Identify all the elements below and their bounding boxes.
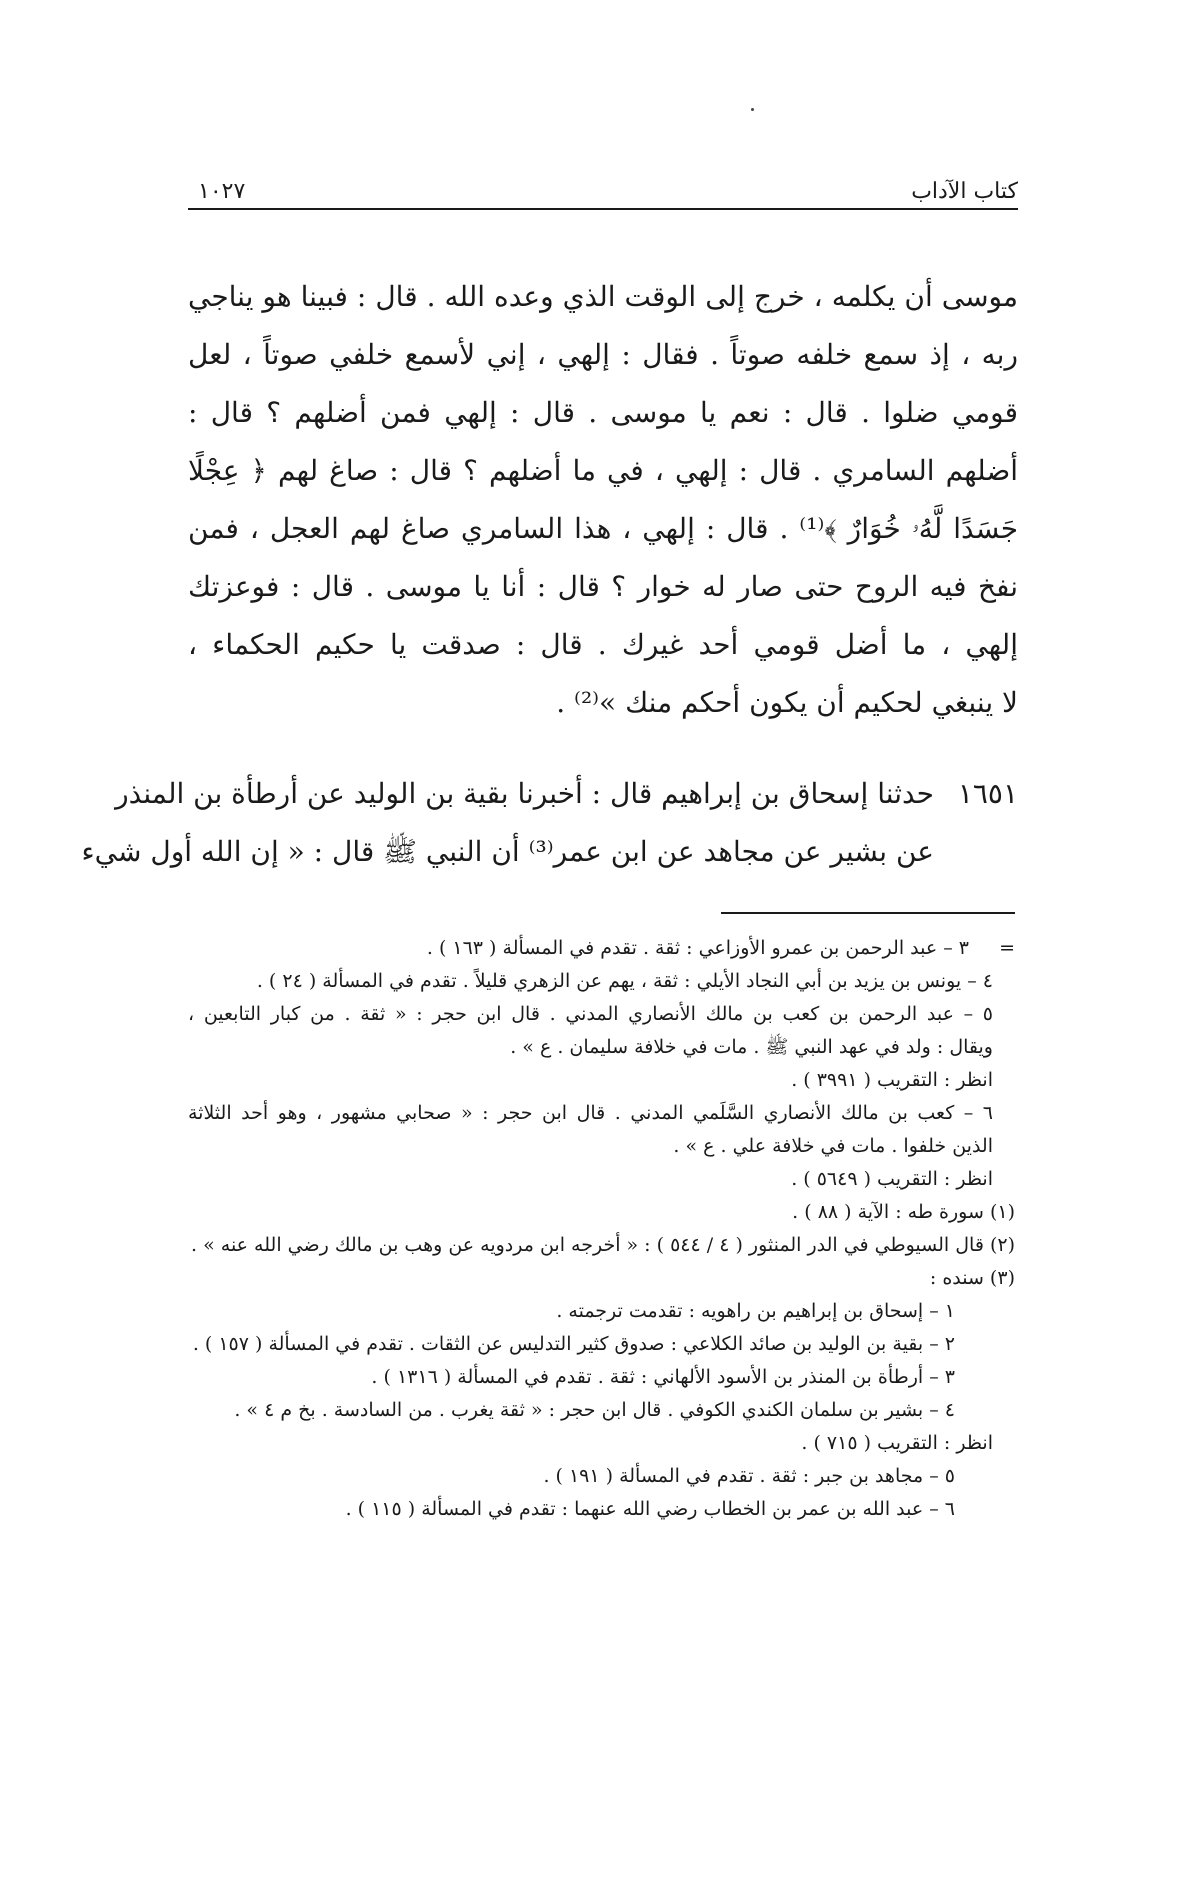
footnote-line: ٥ – مجاهد بن جبر : ثقة . تقدم في المسألة ( ١٩١ ) . bbox=[543, 1465, 955, 1487]
page-number: ١٠٢٧ bbox=[198, 179, 246, 204]
footnote-line: ٦ – كعب بن مالك الأنصاري السَّلَمي المدني . قال ابن حجر : « صحابي مشهور ، وهو أحد الثلاثة bbox=[188, 1102, 993, 1124]
footnote-line bbox=[188, 932, 1015, 965]
footnote-line: انظر : التقريب ( ٥٦٤٩ ) . bbox=[791, 1168, 993, 1190]
footnote-text: ٣ – عبد الرحمن بن عمرو الأوزاعي : ثقة . تقدم في المسألة ( ١٦٣ ) . bbox=[426, 937, 969, 959]
footnote-divider bbox=[721, 912, 1015, 914]
footnote-line: ١ – إسحاق بن إبراهيم بن راهويه : تقدمت ترجمته . bbox=[556, 1300, 955, 1322]
footnote-line: ٢ – بقية بن الوليد بن صائد الكلاعي : صدوق كثير التدليس عن الثقات . تقدم في المسألة ( ١٥٧ ) . bbox=[192, 1333, 955, 1355]
footnote-line: الذين خلفوا . مات في خلافة علي . ع » . bbox=[673, 1135, 993, 1157]
text-line: نفخ فيه الروح حتى صار له خوار ؟ قال : أنا يا موسى . قال : فوعزتك bbox=[188, 570, 1018, 603]
footnote-line: (٢) قال السيوطي في الدر المنثور ( ٤ / ٥٤٤ ) : « أخرجه ابن مردويه عن وهب بن مالك رضي الله عنه » . bbox=[191, 1234, 1015, 1256]
footnote-line: انظر : التقريب ( ٧١٥ ) . bbox=[801, 1432, 993, 1454]
footnote-line: انظر : التقريب ( ٣٩٩١ ) . bbox=[791, 1069, 993, 1091]
footnote-line: ويقال : ولد في عهد النبي ﷺ . مات في خلافة سليمان . ع » . bbox=[510, 1036, 993, 1058]
text-line: موسى أن يكلمه ، خرج إلى الوقت الذي وعده الله . قال : فبينا هو يناجي bbox=[188, 280, 1019, 313]
continuation-mark: = bbox=[999, 937, 1015, 959]
scan-speck bbox=[751, 108, 754, 111]
page-header bbox=[188, 178, 1018, 210]
text-line: أضلهم السامري . قال : إلهي ، في ما أضلهم ؟ قال : صاغ لهم ﴿ عِجْلًا bbox=[188, 454, 1018, 487]
footnote-line: ٤ – بشير بن سلمان الكندي الكوفي . قال ابن حجر : « ثقة يغرب . من السادسة . بخ م ٤ » . bbox=[234, 1399, 955, 1421]
text-line: لا ينبغي لحكيم أن يكون أحكم منك »⁽²⁾ . bbox=[556, 686, 1018, 719]
text-line: قومي ضلوا . قال : نعم يا موسى . قال : إلهي فمن أضلهم ؟ قال : bbox=[188, 396, 1018, 429]
hadith-number: ١٦٥١ bbox=[957, 777, 1018, 810]
hadith-line: عن بشير عن مجاهد عن ابن عمر⁽³⁾ أن النبي ﷺ قال : « إن الله أول شيء bbox=[81, 835, 934, 868]
footnote-line: (١) سورة طه : الآية ( ٨٨ ) . bbox=[792, 1201, 1015, 1223]
main-text bbox=[188, 268, 1018, 732]
footnote-line: ٤ – يونس بن يزيد بن أبي النجاد الأيلي : ثقة ، يهم عن الزهري قليلاً . تقدم في المسألة ( ٢٤ ) . bbox=[256, 970, 993, 992]
text-line: إلهي ، ما أضل قومي أحد غيرك . قال : صدقت يا حكيم الحكماء ، bbox=[188, 628, 1018, 661]
footnotes bbox=[188, 932, 1015, 1526]
hadith-entry bbox=[81, 765, 1018, 881]
footnote-line: ٥ – عبد الرحمن بن كعب بن مالك الأنصاري المدني . قال ابن حجر : « ثقة . من كبار التابعين ، bbox=[188, 1003, 993, 1025]
footnote-line: (٣) سنده : bbox=[929, 1267, 1015, 1289]
hadith-line: حدثنا إسحاق بن إبراهيم قال : أخبرنا بقية بن الوليد عن أرطأة بن المنذر bbox=[115, 777, 934, 810]
footnote-line: ٦ – عبد الله بن عمر بن الخطاب رضي الله عنهما : تقدم في المسألة ( ١١٥ ) . bbox=[345, 1498, 955, 1520]
text-line: ربه ، إذ سمع خلفه صوتاً . فقال : إلهي ، إني لأسمع خلفي صوتاً ، لعل bbox=[188, 338, 1018, 371]
running-title: كتاب الآداب bbox=[911, 179, 1018, 204]
quran-verse-line: جَسَدًا لَّهُۥ خُوَارٌ ﴾⁽¹⁾ . قال : إلهي ، هذا السامري صاغ لهم العجل ، فمن bbox=[188, 512, 1018, 545]
footnote-line: ٣ – أرطأة بن المنذر بن الأسود الألهاني : ثقة . تقدم في المسألة ( ١٣١٦ ) . bbox=[371, 1366, 955, 1388]
